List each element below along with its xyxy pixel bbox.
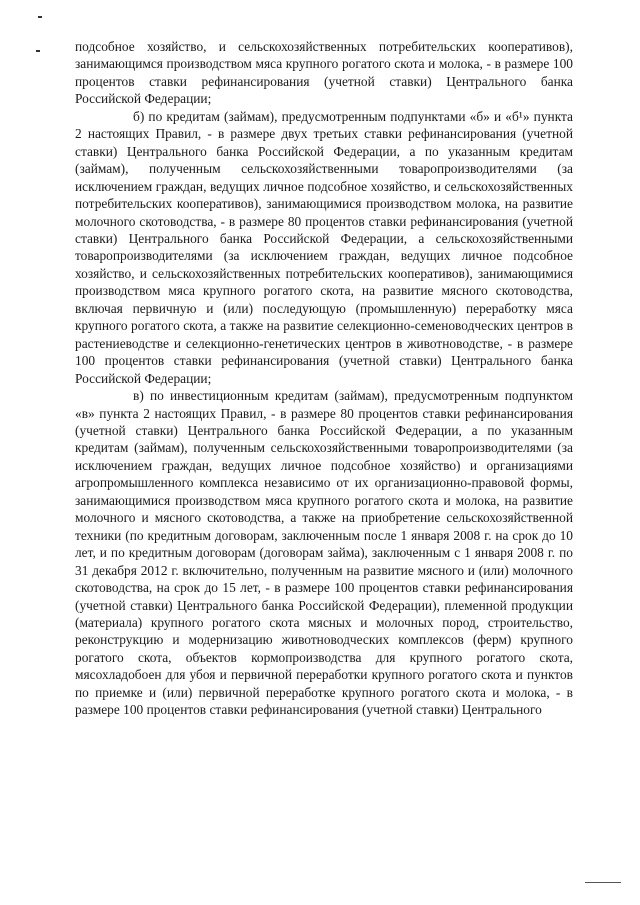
paragraph-continuation: подсобное хозяйство, и сельскохозяйственных потребительских кооперативов), занимающимся производством мяса крупного рогатого скота и молока, - в размере 100 процентов ставки рефинансирования (учетной ставки) Центрального банка Российской Федерации; [75,39,573,107]
document-body [75,38,573,719]
scan-mark [38,16,42,18]
paragraph-item-b: б) по кредитам (займам), предусмотренным подпунктами «б» и «б¹» пункта 2 настоящих Правил, - в размере двух третьих ставки рефинансирования (учетной ставки) Центрального банка Российской Федерации, а по указанным кредитам (займам), полученным сельскохозяйственными товаропроизводителями (за исключением граждан, ведущих личное подсобное хозяйство, и сельскохозяйственных потребительских кооперативов), занимающимися производством молока, на развитие молочного скотоводства, - в размере 80 процентов ставки рефинансирования (учетной ставки) Центрального банка Российской Федерации, а сельскохозяйственными товаропроизводителями (за исключением граждан, ведущих личное подсобное хозяйство, и сельскохозяйственных потребительских кооперативов), занимающимися производством мяса крупного рогатого скота, на развитие мясного скотоводства, включая первичную и (или) последующую (промышленную) переработку мяса крупного рогатого скота, а также на развитие селекционно-семеноводческих центров в растениеводстве и селекционно-генетических центров в животноводстве, - в размере 100 процентов ставки рефинансирования (учетной ставки) Центрального банка Российской Федерации; [75,108,573,386]
scan-mark [36,50,40,52]
footer-rule [585,882,621,883]
paragraph-item-v: в) по инвестиционным кредитам (займам), предусмотренным подпунктом «в» пункта 2 настоящих Правил, - в размере 80 процентов ставки рефинансирования (учетной ставки) Центрального банка Российской Федерации, а по указанным кредитам (займам), полученным сельскохозяйственными товаропроизводителями (за исключением граждан, ведущих личное подсобное хозяйство) и организациями агропромышленного комплекса независимо от их организационно-правовой формы, занимающимися производством мяса крупного рогатого скота и молока, на развитие молочного и мясного скотоводства, а также на приобретение сельскохозяйственной техники (по кредитным договорам, заключенным после 1 января 2008 г. на срок до 10 лет, и по кредитным договорам (договорам займа), заключенным с 1 января 2008 г. по 31 декабря 2012 г. включительно, полученным на развитие мясного и (или) молочного скотоводства, на срок до 15 лет, - в размере 100 процентов ставки рефинансирования (учетной ставки) Центрального банка Российской Федерации), племенной продукции (материала) крупного рогатого скота мясных и молочных пород, строительство, реконструкцию и модернизацию животноводческих комплексов (ферм) крупного рогатого скота, объектов кормопроизводства для крупного рогатого скота, мясохладобоен для убоя и первичной переработки крупного рогатого скота и пунктов по приемке и (или) первичной переработке крупного рогатого скота и молока, - в размере 100 процентов ставки рефинансирования (учетной ставки) Центрального [75,388,573,718]
